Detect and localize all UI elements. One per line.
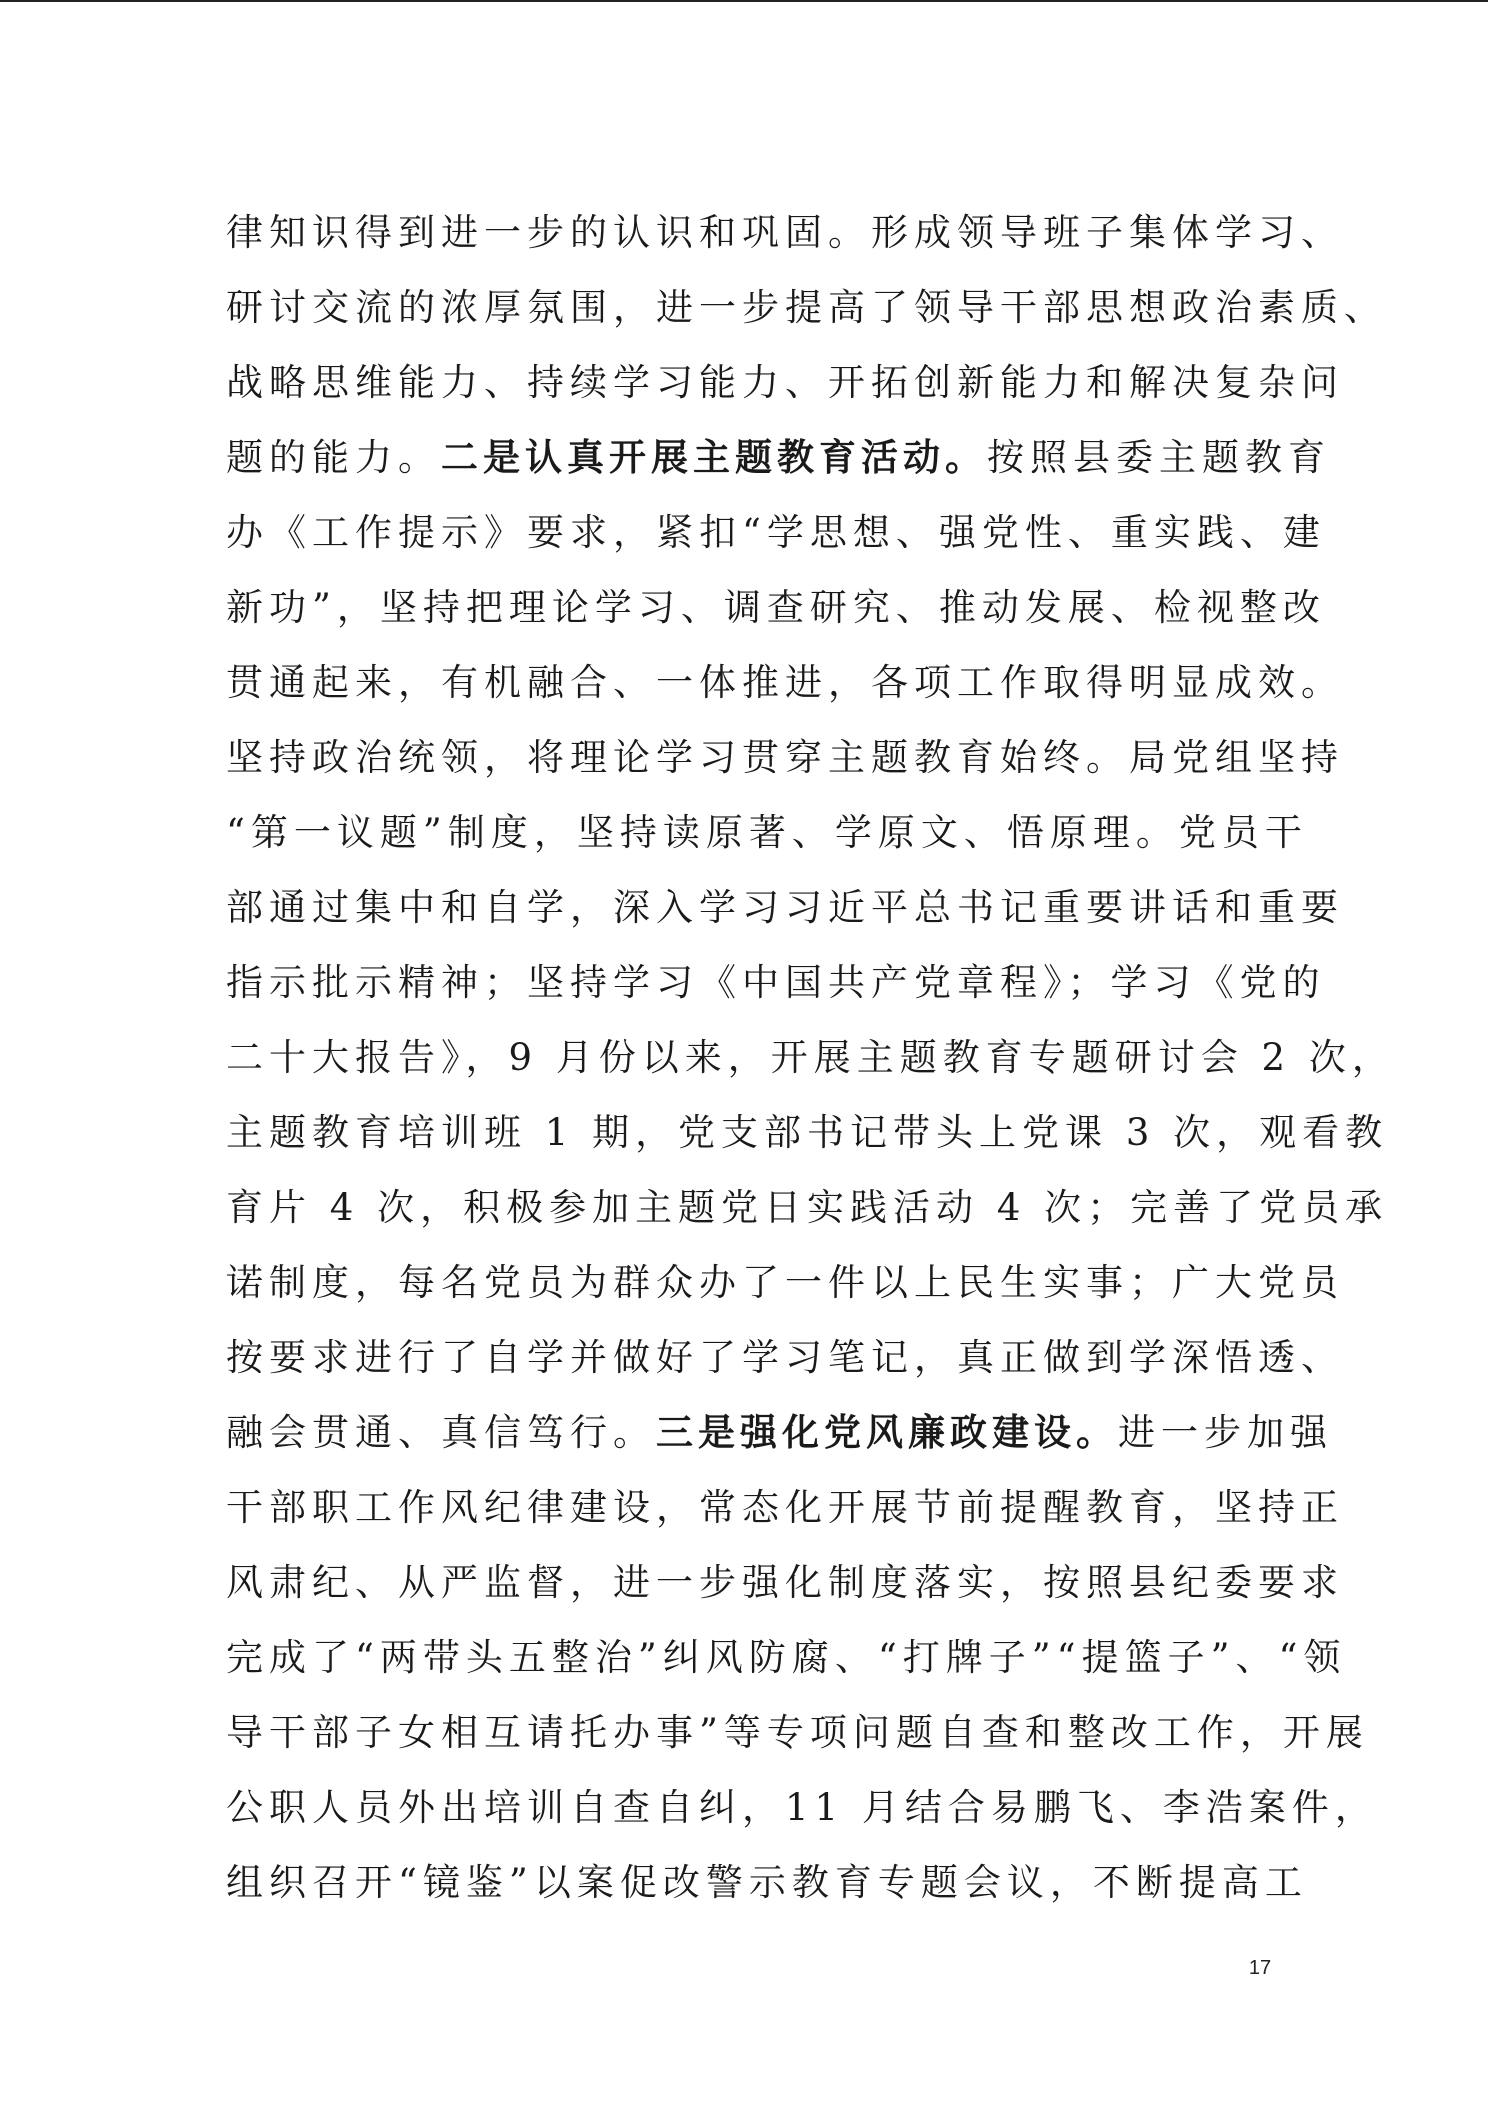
page-number: 17 (1248, 1957, 1272, 1979)
text-run: 公职人员外出培训自查自纠，11 月结合易鹏飞、李浩案件， (226, 1786, 1378, 1829)
text-run: 导干部子女相互请托办事”等专项问题自查和整改工作，开展 (226, 1711, 1369, 1754)
text-run: 诺制度，每名党员为群众办了一件以上民生实事；广大党员 (226, 1261, 1344, 1304)
text-line (226, 870, 1344, 945)
text-run: 二十大报告》，9 月份以来，开展主题教育专题研讨会 2 次， (226, 1036, 1395, 1079)
text-line (226, 270, 1387, 345)
text-line (226, 720, 1344, 795)
text-run: 战略思维能力、持续学习能力、开拓创新能力和解决复杂问 (226, 361, 1344, 404)
text-run: 题的能力。 (226, 436, 441, 479)
text-run: 律知识得到进一步的认识和巩固。形成领导班子集体学习、 (226, 211, 1344, 254)
text-line (226, 195, 1344, 270)
text-line (226, 345, 1344, 420)
text-run: 组织召开“镜鉴”以案促改警示教育专题会议，不断提高工 (226, 1861, 1308, 1904)
text-line (226, 1470, 1344, 1545)
text-run: 坚持政治统领，将理论学习贯穿主题教育始终。局党组坚持 (226, 736, 1344, 779)
text-run: 融会贯通、真信笃行。 (226, 1411, 656, 1454)
text-run: 育片 4 次，积极参加主题党日实践活动 4 次；完善了党员承 (226, 1186, 1389, 1229)
text-line (226, 1095, 1389, 1170)
text-run: 进一步加强 (1118, 1411, 1333, 1454)
text-run: 研讨交流的浓厚氛围，进一步提高了领导干部思想政治素质、 (226, 286, 1387, 329)
text-line (226, 1695, 1369, 1770)
text-line (226, 1020, 1395, 1095)
text-run: 新功”，坚持把理论学习、调查研究、推动发展、检视整改 (226, 586, 1326, 629)
text-run: 风肃纪、从严监督，进一步强化制度落实，按照县纪委要求 (226, 1561, 1344, 1604)
text-line (226, 645, 1344, 720)
text-line (226, 570, 1326, 645)
body-text (226, 195, 1395, 1920)
text-run: 干部职工作风纪律建设，常态化开展节前提醒教育，坚持正 (226, 1486, 1344, 1529)
text-line (226, 1245, 1344, 1320)
text-run: 指示批示精神；坚持学习《中国共产党章程》；学习《党的 (226, 961, 1326, 1004)
text-line (226, 495, 1326, 570)
text-line (226, 1395, 1333, 1470)
text-line (226, 795, 1326, 870)
text-line (226, 1845, 1326, 1920)
text-run: 贯通起来，有机融合、一体推进，各项工作取得明显成效。 (226, 661, 1344, 704)
text-run: “第一议题”制度，坚持读原著、学原文、悟原理。党员干 (226, 811, 1308, 854)
text-line (226, 1320, 1344, 1395)
text-run: 按要求进行了自学并做好了学习笔记，真正做到学深悟透、 (226, 1336, 1344, 1379)
text-line (226, 945, 1326, 1020)
text-run: 办《工作提示》要求，紧扣“学思想、强党性、重实践、建 (226, 511, 1326, 554)
text-line (226, 1545, 1344, 1620)
text-run: 部通过集中和自学，深入学习习近平总书记重要讲话和重要 (226, 886, 1344, 929)
text-line (226, 1170, 1389, 1245)
text-line (226, 1770, 1378, 1845)
text-run: 主题教育培训班 1 期，党支部书记带头上党课 3 次，观看教 (226, 1111, 1389, 1154)
section-heading-2: 二是认真开展主题教育活动。 (441, 436, 987, 479)
text-run: 按照县委主题教育 (987, 436, 1331, 479)
section-heading-3: 三是强化党风廉政建设。 (656, 1411, 1118, 1454)
text-line (226, 420, 1331, 495)
text-run: 完成了“两带头五整治”纠风防腐、“打牌子”“提篮子”、“领 (226, 1636, 1347, 1679)
text-line (226, 1620, 1347, 1695)
